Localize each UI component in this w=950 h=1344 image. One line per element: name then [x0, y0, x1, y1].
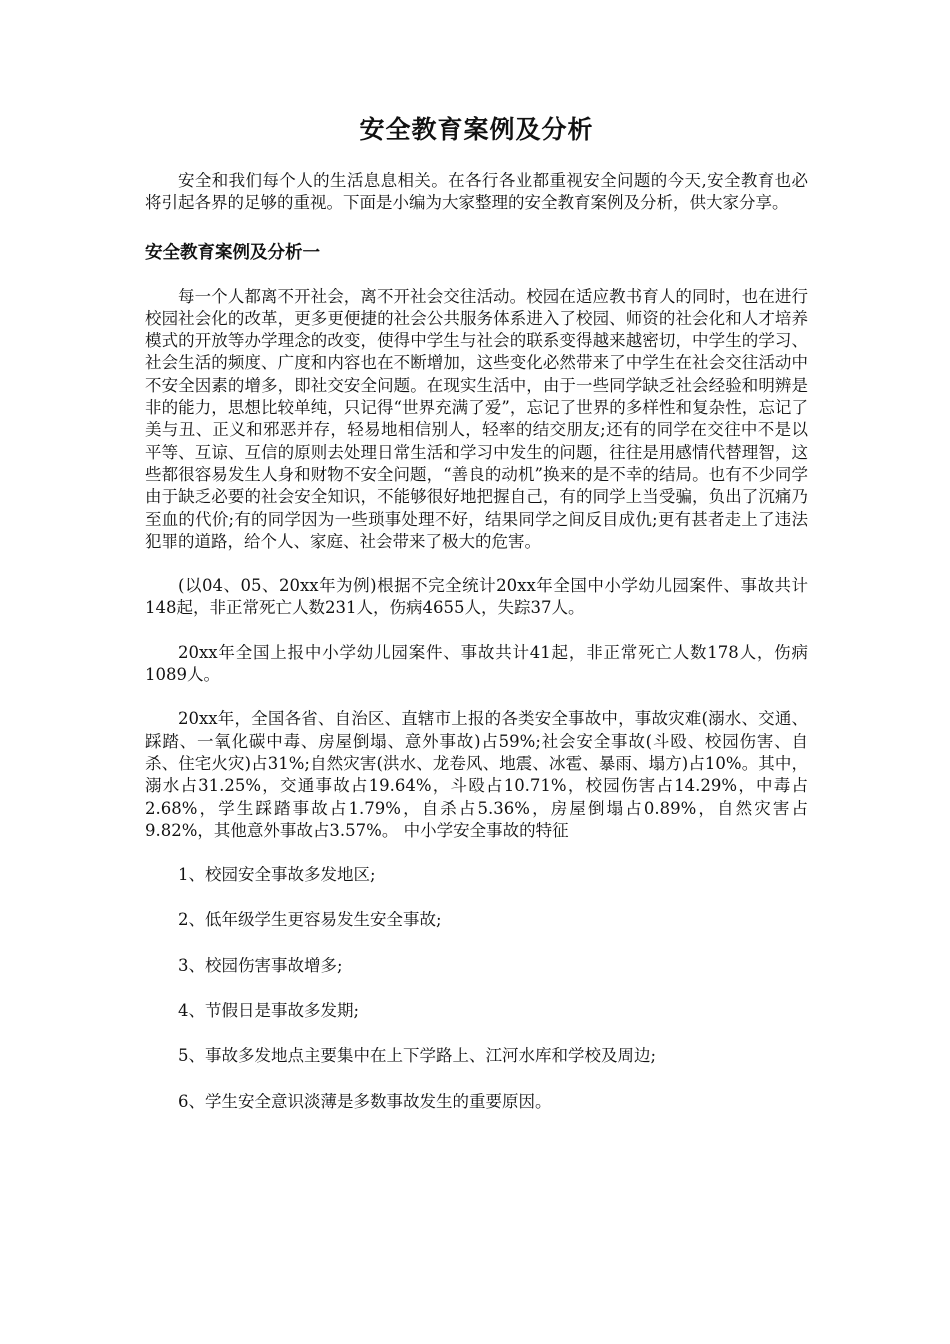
body-paragraph: 20xx年全国上报中小学幼儿园案件、事故共计41起，非正常死亡人数178人，伤病1089人。: [145, 642, 808, 685]
body-paragraph: (以04、05、20xx年为例)根据不完全统计20xx年全国中小学幼儿园案件、事故共计148起，非正常死亡人数231人，伤病4655人，失踪37人。: [145, 576, 808, 618]
list-item: 6、学生安全意识淡薄是多数事故发生的重要原因。: [178, 1091, 552, 1111]
document-page: [145, 112, 808, 1136]
body-paragraph: 20xx年，全国各省、自治区、直辖市上报的各类安全事故中，事故灾难(溺水、交通、踩踏、一氧化碳中毒、房屋倒塌、意外事故)占59%;社会安全事故(斗殴、校园伤害、自杀、住宅火灾)占31%;自然灾害(洪水、龙卷风、地震、冰雹、暴雨、塌方)占10%。其中，溺水占31.25%，交通事故占19.64%，斗殴占10.71%，校园伤害占14.29%，中毒占2.68%，学生踩踏事故占1.79%，自杀占5.36%，房屋倒塌占0.89%，自然灾害占9.82%，其他意外事故占3.57%。 中小学安全事故的特征: [145, 709, 808, 840]
body-paragraph: 每一个人都离不开社会，离不开社会交往活动。校园在适应教书育人的同时，也在进行校园社会化的改革，更多更便捷的社会公共服务体系进入了校园、师资的社会化和人才培养模式的开放等办学理念的改变，使得中学生与社会的联系变得越来越密切，中学生的学习、社会生活的频度、广度和内容也在不断增加，这些变化必然带来了中学生在社会交往活动中不安全因素的增多，即社交安全问题。在现实生活中，由于一些同学缺乏社会经验和明辨是非的能力，思想比较单纯，只记得“世界充满了爱”，忘记了世界的多样性和复杂性，忘记了美与丑、正义和邪恶并存，轻易地相信别人，轻率的结交朋友;还有的同学在交往中不是以平等、互谅、互信的原则去处理日常生活和学习中发生的问题，往往是用感情代替理智，这些都很容易发生人身和财物不安全问题，“善良的动机”换来的是不幸的结局。也有不少同学由于缺乏必要的社会安全知识，不能够很好地把握自己，有的同学上当受骗，负出了沉痛乃至血的代价;有的同学因为一些琐事处理不好，结果同学之间反目成仇;更有甚者走上了违法犯罪的道路，给个人、家庭、社会带来了极大的危害。: [145, 286, 808, 551]
list-item: 1、校园安全事故多发地区;: [178, 865, 376, 885]
list-item: 5、事故多发地点主要集中在上下学路上、江河水库和学校及周边;: [178, 1046, 657, 1066]
list-item: 2、低年级学生更容易发生安全事故;: [178, 910, 442, 930]
document-title: 安全教育案例及分析: [359, 115, 594, 144]
list-item: 4、节假日是事故多发期;: [178, 1001, 360, 1021]
list-item: 3、校园伤害事故增多;: [178, 955, 343, 975]
intro-paragraph: 安全和我们每个人的生活息息相关。在各行各业都重视安全问题的今天,安全教育也必将引起各界的足够的重视。下面是小编为大家整理的安全教育案例及分析，供大家分享。: [145, 171, 808, 213]
section-heading: 安全教育案例及分析一: [145, 242, 320, 263]
